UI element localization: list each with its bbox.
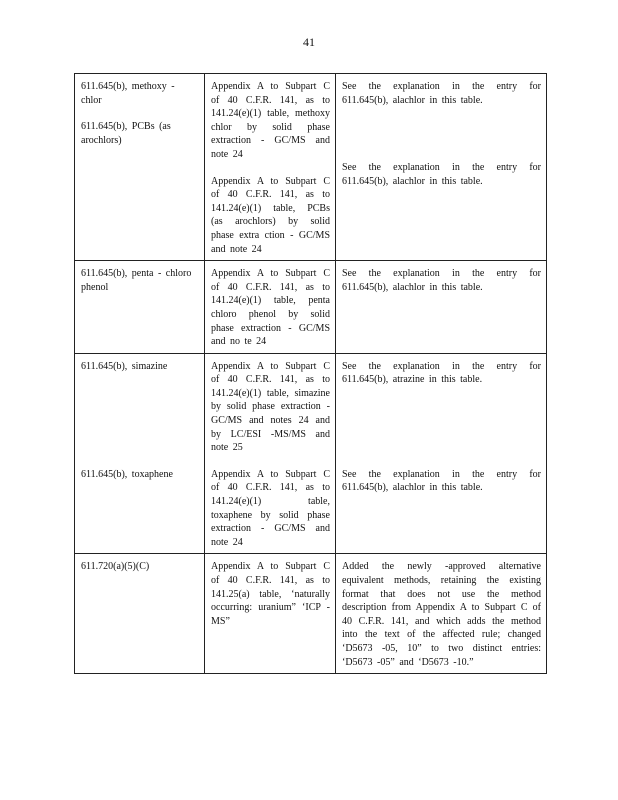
section-text: 611.720(a)(5)(C) (81, 561, 150, 573)
method-cell (205, 353, 336, 554)
section-text: 611.645(b), penta - chloro phenol (81, 268, 192, 293)
table-row (75, 554, 547, 674)
method-text: Appendix A to Subpart C of 40 C.F.R. 141, as to 141.24(e)(1) table, simazine by solid phase extraction -GC/MS and notes 24 and by LC/ESI -MS/MS and note 25 (211, 360, 330, 454)
method-text: Appendix A to Subpart C of 40 C.F.R. 141, as to 141.24(e)(1) table, toxaphene by solid phase extraction - GC/MS and note 24 (211, 468, 330, 548)
section-text: 611.645(b), simazine (81, 360, 168, 372)
section-text: 611.645(b), toxaphene (81, 469, 173, 481)
method-cell (205, 554, 336, 674)
method-text: Appendix A to Subpart C of 40 C.F.R. 141, as to 141.25(a) table, ‘naturally occurring: uranium” ‘ICP -MS” (211, 561, 330, 627)
explanation-cell (336, 353, 547, 554)
explanation-text: See the explanation in the entry for 611.645(b), alachlor in this table. (342, 468, 541, 494)
table-row (75, 74, 547, 261)
regulation-table (74, 73, 547, 674)
explanation-cell (336, 554, 547, 674)
explanation-text: See the explanation in the entry for 611.645(b), atrazine in this table. (342, 360, 541, 386)
method-text: Appendix A to Subpart C of 40 C.F.R. 141, as to 141.24(e)(1) table, methoxy chlor by solid phase extraction - GC/MS and note 24 (211, 81, 330, 160)
section-cell (75, 261, 205, 354)
explanation-text: See the explanation in the entry for 611.645(b), alachlor in this table. (342, 268, 541, 293)
explanation-cell (336, 261, 547, 354)
page-number: 41 (303, 35, 315, 49)
section-text: 611.645(b), methoxy - chlor (81, 81, 175, 106)
method-text: Appendix A to Subpart C of 40 C.F.R. 141, as to 141.24(e)(1) table, penta chloro phenol by solid phase extraction - GC/MS and no te 24 (211, 268, 330, 348)
method-cell (205, 74, 336, 261)
method-cell (205, 261, 336, 354)
table-row (75, 261, 547, 354)
table-row (75, 353, 547, 554)
explanation-text: Added the newly -approved alternative equivalent methods, retaining the existing format that does not use the method description from Appendix A to Subpart C of 40 C.F.R. 141, and which adds the method into the text of the affected rule; changed ‘D5673 -05, 10” to two distinct entries: ‘D5673 -05” and ‘D5673 -10.” (342, 561, 541, 668)
explanation-text: See the explanation in the entry for 611.645(b), alachlor in this table. (342, 81, 541, 106)
section-cell (75, 74, 205, 261)
section-text: 611.645(b), PCBs (as arochlors) (81, 121, 171, 146)
section-cell (75, 554, 205, 674)
method-text: Appendix A to Subpart C of 40 C.F.R. 141, as to 141.24(e)(1) table, PCBs (as arochlors) by solid phase extra ction - GC/MS and note 24 (211, 175, 330, 255)
explanation-cell (336, 74, 547, 261)
section-cell (75, 353, 205, 554)
explanation-text: See the explanation in the entry for 611.645(b), alachlor in this table. (342, 162, 541, 187)
